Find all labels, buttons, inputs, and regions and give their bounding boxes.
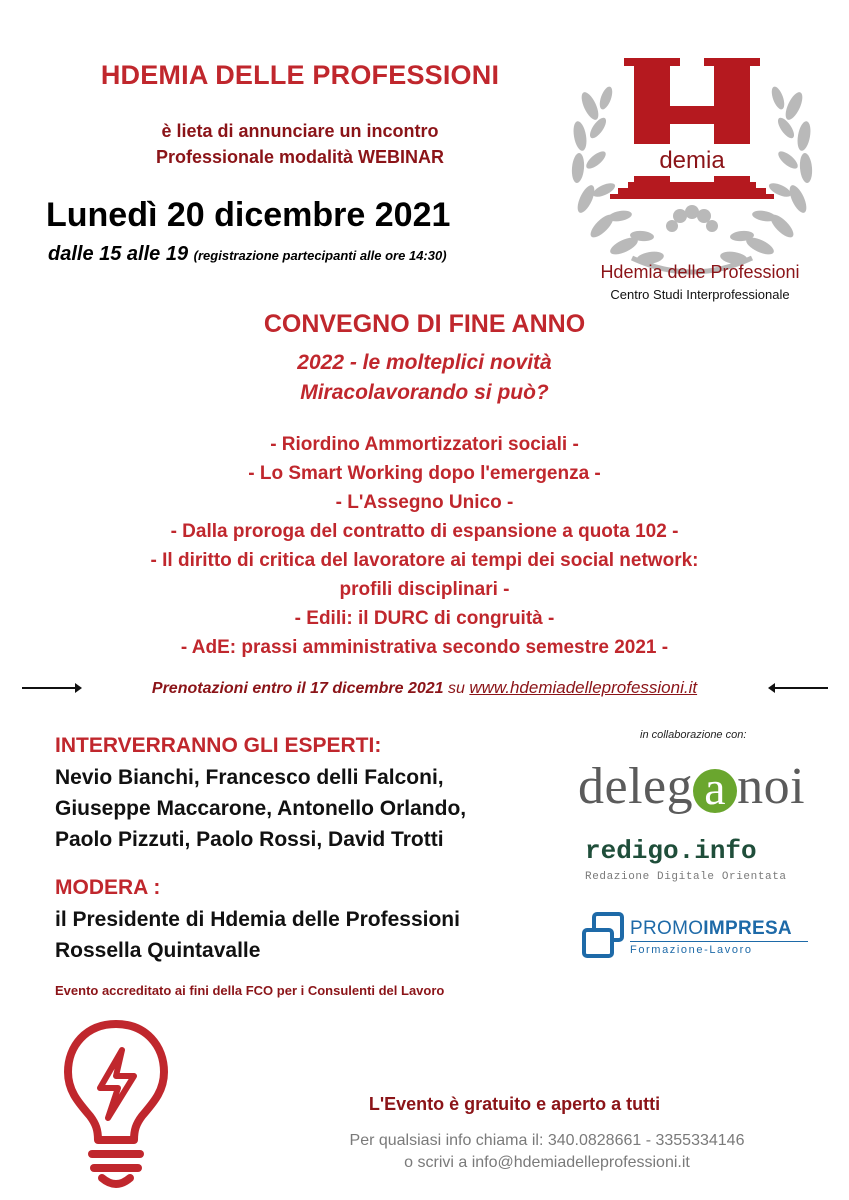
delega-text-pre: deleg [578,758,694,815]
conference-subtitle-line-2: Miracolavorando si può? [300,381,549,404]
topic-item: - Dalla proroga del contratto di espansione a quota 102 - [170,521,679,542]
contact-info [0,1130,849,1174]
promoimpresa-logo [630,918,792,940]
redigo-logo: redigo.info [585,836,757,866]
delega-text-post: noi [737,758,806,815]
conference-title: CONVEGNO DI FINE ANNO [263,310,586,338]
experts-heading: INTERVERRANNO GLI ESPERTI: [55,734,382,757]
delega-a-mark: a [693,769,737,813]
promo-divider [630,941,808,942]
redigo-tagline: Redazione Digitale Orientata [585,871,787,883]
logo-name: Hdemia delle Professioni [600,262,800,282]
announcement [0,118,600,170]
experts-line: Paolo Pizzuti, Paolo Rossi, David Trotti [55,828,444,851]
topic-item: - Lo Smart Working dopo l'emergenza - [248,463,601,484]
topics-list [0,430,849,662]
logo-word: demia [659,147,725,174]
promoimpresa-tagline: Formazione-Lavoro [630,944,753,956]
delegapoi-logo [578,757,805,816]
booking-connector: su [448,680,465,697]
conference-subtitle-line-1: 2022 - le molteplici novità [297,351,552,374]
topic-item: - L'Assegno Unico - [335,492,514,513]
event-time [48,243,447,266]
topic-item: profili disciplinari - [339,579,510,600]
event-date: Lunedì 20 dicembre 2021 [46,196,451,234]
conference-subtitle [0,348,849,408]
moderator-role: il Presidente di Hdemia delle Professioni [55,908,460,931]
contact-phone: Per qualsiasi info chiama il: 340.0828661 - 3355334146 [349,1132,745,1149]
free-event-note: L'Evento è gratuito e aperto a tutti [368,1094,661,1114]
event-hours: dalle 15 alle 19 [48,243,189,265]
arrow-left-icon [770,687,828,689]
website-link[interactable]: www.hdemiadelleprofessioni.it [469,678,698,697]
experts-list [55,762,466,855]
collaboration-intro: in collaborazione con: [640,729,747,741]
topic-item: - Edili: il DURC di congruità - [294,608,555,629]
announcement-line-1: è lieta di annunciare un incontro [161,121,439,141]
booking-line [0,678,849,702]
topic-item: - Riordino Ammortizzatori sociali - [270,434,579,455]
experts-line: Nevio Bianchi, Francesco delli Falconi, [55,766,444,789]
moderator-name: Rossella Quintavalle [55,939,261,962]
experts-line: Giuseppe Maccarone, Antonello Orlando, [55,797,467,820]
contact-email: o scrivi a info@hdemiadelleprofessioni.it [404,1154,690,1171]
promo-text-bold: IMPRESA [703,918,792,939]
topic-item: - Il diritto di critica del lavoratore ai tempi dei social network: [150,550,699,571]
moderator [55,904,460,966]
promoimpresa-icon [580,912,626,960]
logo-subtitle: Centro Studi Interprofessionale [610,287,790,302]
topic-item: - AdE: prassi amministrativa secondo semestre 2021 - [180,637,669,658]
booking-deadline: Prenotazioni entro il 17 dicembre 2021 [151,680,444,697]
org-title: HDEMIA DELLE PROFESSIONI [100,60,500,90]
registration-note: (registrazione partecipanti alle ore 14:30) [193,248,447,263]
promo-text-light: PROMO [630,918,704,939]
announcement-line-2: Professionale modalità WEBINAR [155,147,445,167]
moderator-heading: MODERA : [55,876,161,899]
accreditation-note: Evento accreditato ai fini della FCO per i Consulenti del Lavoro [55,983,445,998]
